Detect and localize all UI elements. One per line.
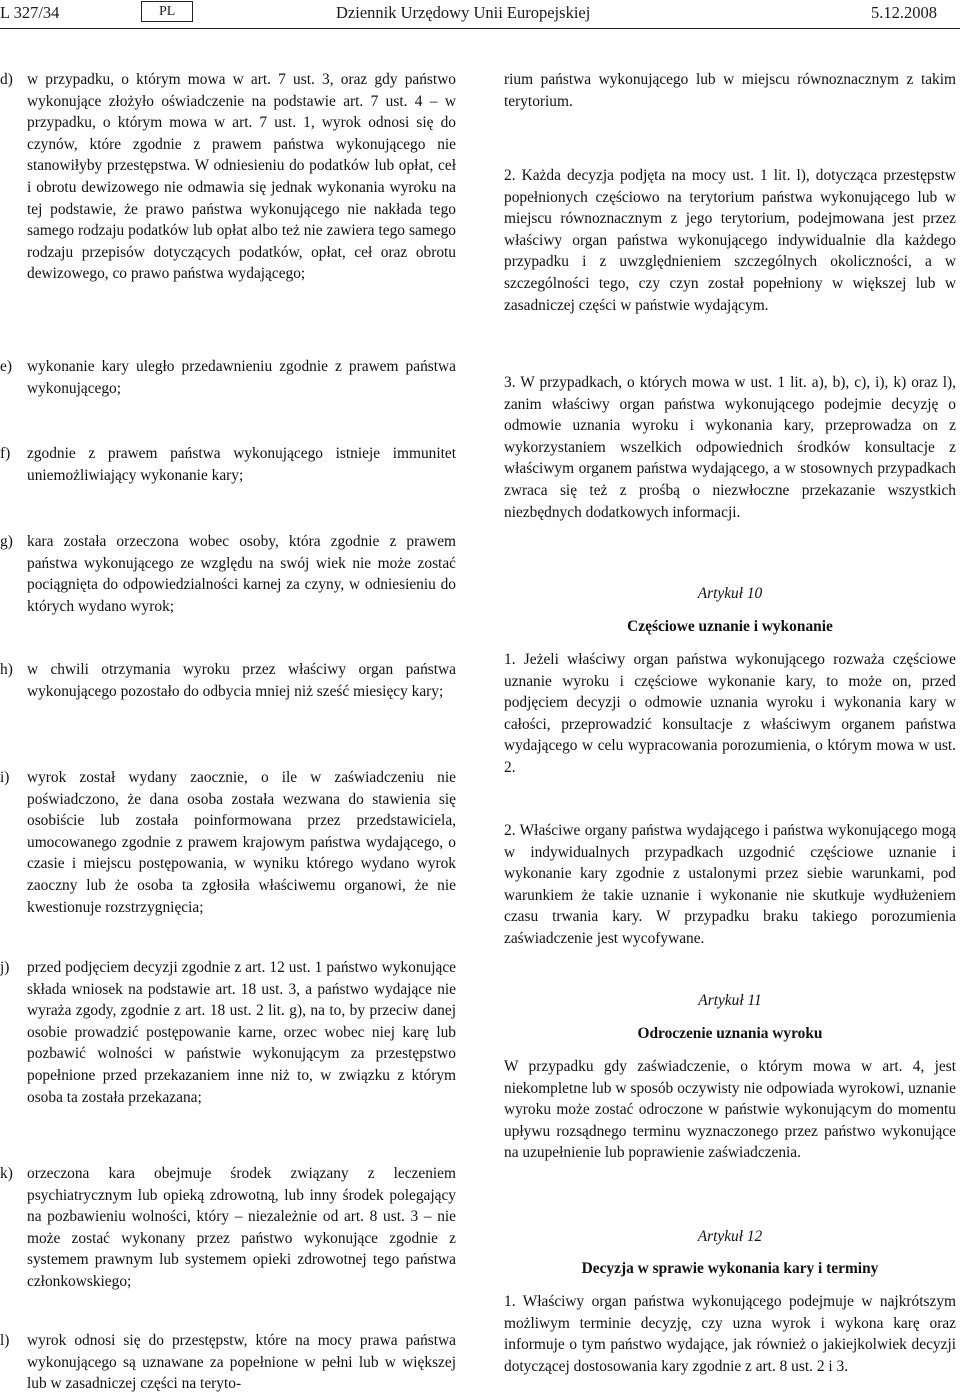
header-rule [0,28,960,29]
item-text: wyrok odnosi się do przestępstw, które na mocy prawa państwa wykonującego są uznawane za popełnione w pełni lub w większej lub w zasadniczej części na teryto- [27,1332,456,1393]
item-label: f) [0,445,11,462]
publication-date: 5.12.2008 [871,3,937,22]
item-label: d) [0,71,13,88]
item-label: l) [0,1332,10,1349]
item-g [0,531,456,617]
paragraph-3: 3. W przypadkach, o których mowa w ust. 1 lit. a), b), c), i), k) oraz l), zanim właściwy organ państwa wykonującego podejmie decyzję o odmowie uznania wyroku i wykonania kary, przeprowadza on z wykorzystaniem wszelkich odpowiednich środków konsultacje z właściwym organem państwa wydającego, a w stosownych przypadkach zwraca się też z prośbą o niezwłoczne przekazanie wszystkich niezbędnych dodatkowych informacji. [504,374,956,521]
article-12-paragraph-1: 1. Właściwy organ państwa wykonującego podejmuje w najkrótszym możliwym terminie decyzję, czy uzna wyrok i wykona karę oraz informuje o tym państwo wydające, jak również o jakiejkolwiek decyzji dotyczącej dostosowania kary zgodnie z art. 8 ust. 2 i 3. [504,1293,956,1375]
page-header [0,0,960,34]
item-text: w przypadku, o którym mowa w art. 7 ust. 3, oraz gdy państwo wykonujące złożyło oświadczenie na podstawie art. 7 ust. 4 – w przypadku, o którym mowa w art. 7 ust. 1, wyrok odnosi się do czynów, które zgodnie z prawem państwa wykonującego nie stanowiłyby przestępstwa. W odniesieniu do podatków lub opłat, ceł i obrotu dewizowego nie odmawia się jednak wykonania wyroku na tej podstawie, że prawo państwa wykonującego nie nakłada tego samego rodzaju podatków lub opłat albo też nie zawiera tego samego rodzaju przepisów dotyczących podatków, opłat, ceł oraz obrotu dewizowego, co prawo państwa wydającego; [27,71,456,283]
article-10-paragraph-1: 1. Jeżeli właściwy organ państwa wykonującego rozważa częściowe uznanie wyroku i częściowe wykonanie kary, to może on, przed podjęciem decyzji o odmowie uznania wyroku i wykonania kary w całości, przeprowadzić konsultacje z właściwym organem państwa wydającego w celu wypracowania porozumienia, o którym mowa w ust. 2. [504,651,956,776]
item-d [0,69,456,285]
item-text: zgodnie z prawem państwa wykonującego istnieje immunitet uniemożliwiający wykonanie kary; [27,445,456,484]
article-12-title: Decyzja w sprawie wykonania kary i terminy [581,1260,879,1277]
item-h [0,659,456,702]
article-10-number: Artykuł 10 [697,585,763,602]
item-text: wyrok został wydany zaocznie, o ile w zaświadczeniu nie poświadczono, że dana osoba została wezwana do stawienia się osobiście lub została poinformowana przez przedstawiciela, umocowanego zgodnie z prawem krajowym państwa wydającego, o czasie i miejscu postępowania, w wyniku którego wydano wyrok zaoczny lub że osoba ta zgłosiła właściwemu organowi, że nie kwestionuje rozstrzygnięcia; [27,769,456,916]
page-reference: L 327/34 [0,3,60,22]
item-e [0,356,456,399]
language-code: PL [141,1,193,22]
article-11-title: Odroczenie uznania wyroku [637,1025,823,1042]
item-j [0,957,456,1108]
item-label: g) [0,533,13,550]
item-text: przed podjęciem decyzji zgodnie z art. 12 ust. 1 państwo wykonujące składa wniosek na podstawie art. 18 ust. 3, a państwo wydające nie wyraża zgody, zgodnie z art. 18 ust. 2 lit. g), na to, by przeciw danej osobie prowadzić postępowanie karne, orzec wobec niej karę lub pozbawić wolności w państwie wykonującym za przestępstwo popełnione przed przekazaniem inne niż to, w związku z którym osoba ta została przekazana; [27,959,456,1106]
item-label: k) [0,1165,13,1182]
continuation-text: rium państwa wykonującego lub w miejscu równoznacznym z takim terytorium. [504,71,956,110]
article-10-paragraph-2: 2. Właściwe organy państwa wydającego i państwa wykonującego mogą w indywidualnych przypadkach uzgodnić częściowe uznanie i wykonanie kary zgodnie z ustalonymi przez siebie warunkami, pod warunkiem że takie uznanie i wykonanie nie skutkuje wydłużeniem czasu trwania kary. W przypadku braku takiego porozumienia zaświadczenie jest wycofywane. [504,822,956,947]
item-label: j) [0,959,10,976]
item-text: kara została orzeczona wobec osoby, która zgodnie z prawem państwa wykonującego ze względu na swój wiek nie może zostać pociągnięta do odpowiedzialności karnej za czyny, w odniesieniu do których wydano wyrok; [27,533,456,615]
article-12-number: Artykuł 12 [697,1228,763,1245]
article-10-title: Częściowe uznanie i wykonanie [627,618,833,635]
item-label: e) [0,358,12,375]
article-11-paragraph: W przypadku gdy zaświadczenie, o którym mowa w art. 4, jest niekompletne lub w sposób oczywisty nie odpowiada wyrokowi, uznanie wyroku może zostać odroczone w państwie wykonującym do momentu upływu rozsądnego terminu wyznaczonego przez państwo wykonujące na uzupełnienie lub poprawienie zaświadczenia. [504,1058,956,1162]
item-k [0,1163,456,1293]
item-text: orzeczona kara obejmuje środek związany z leczeniem psychiatrycznym lub opieką zdrowotną, lub inny środek polegający na pozbawieniu wolności, który – niezależnie od art. 8 ust. 3 – nie może zostać wykonany przez państwo wykonujące zgodnie z systemem prawnym lub systemem opieki zdrowotnej tego państwa członkowskiego; [27,1165,456,1290]
item-l [0,1330,456,1395]
item-text: w chwili otrzymania wyroku przez właściwy organ państwa wykonującego pozostało do odbycia mniej niż sześć miesięcy kary; [27,661,456,700]
item-text: wykonanie kary uległo przedawnieniu zgodnie z prawem państwa wykonującego; [27,358,456,397]
item-label: h) [0,661,13,678]
item-i [0,767,456,918]
item-label: i) [0,769,10,786]
article-11-number: Artykuł 11 [698,992,762,1009]
item-f [0,443,456,486]
paragraph-2: 2. Każda decyzja podjęta na mocy ust. 1 lit. l), dotycząca przestępstw popełnionych częściowo na terytorium państwa wykonującego lub w miejscu równoznacznym z jego terytorium, podejmowana jest przez właściwy organ państwa wykonującego indywidualnie dla każdego przypadku i z uwzględnieniem szczególnych okoliczności, a w szczególności tego, czy czyn został popełniony w większej lub w zasadniczej części w państwie wydającym. [504,167,956,314]
journal-title: Dziennik Urzędowy Unii Europejskiej [336,3,591,22]
